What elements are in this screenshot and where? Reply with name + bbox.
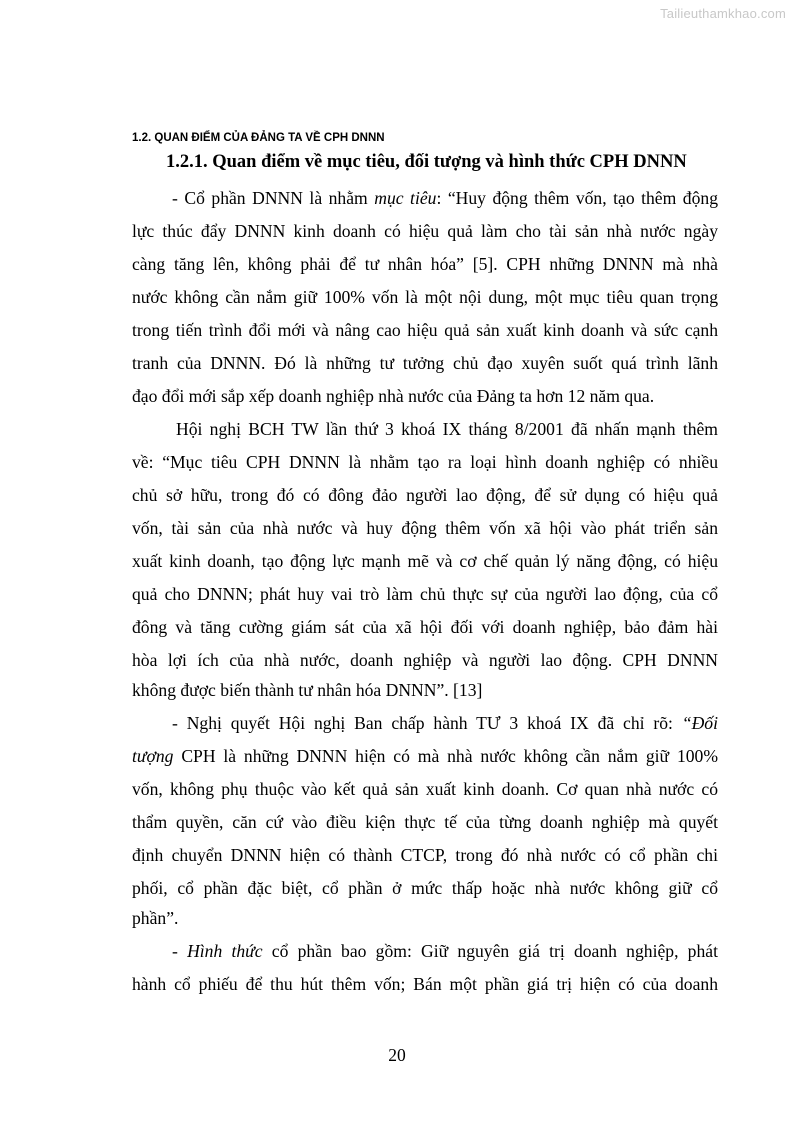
paragraph-2-line-7: đông và tăng cường giám sát của xã hội đối với doanh nghiệp, bảo đảm hài: [132, 617, 718, 637]
watermark: Tailieuthamkhao.com: [660, 6, 786, 21]
paragraph-2-line-5: xuất kinh doanh, tạo động lực mạnh mẽ và cơ chế quản lý năng động, có hiệu: [132, 551, 718, 571]
emphasis-doi: “Đối: [681, 713, 718, 733]
page-number: 20: [388, 1045, 406, 1065]
paragraph-1-line-5: trong tiến trình đổi mới và nâng cao hiệu quả sản xuất kinh doanh và sức cạnh: [132, 320, 718, 340]
paragraph-1-line-2: lực thúc đẩy DNNN kinh doanh có hiệu quả làm cho tài sản nhà nước ngày: [132, 221, 718, 241]
section-heading: 1.2. QUAN ĐIỂM CỦA ĐẢNG TA VỀ CPH DNNN: [132, 132, 385, 144]
paragraph-4-line-2: hành cổ phiếu để thu hút thêm vốn; Bán một phần giá trị hiện có của doanh: [132, 974, 718, 994]
emphasis-tuong: tượng: [132, 746, 174, 766]
emphasis-muc-tieu: mục tiêu: [374, 188, 437, 208]
subsection-heading: 1.2.1. Quan điểm về mục tiêu, đối tượng và hình thức CPH DNNN: [166, 152, 687, 172]
paragraph-2-line-9: không được biến thành tư nhân hóa DNNN”. [13]: [132, 680, 483, 700]
paragraph-2-line-2: về: “Mục tiêu CPH DNNN là nhằm tạo ra loại hình doanh nghiệp có nhiều: [132, 452, 718, 472]
paragraph-2-line-1: Hội nghị BCH TW lần thứ 3 khoá IX tháng 8/2001 đã nhấn mạnh thêm: [176, 419, 718, 439]
paragraph-2-line-4: vốn, tài sản của nhà nước và huy động thêm vốn xã hội vào phát triển sản: [132, 518, 718, 538]
emphasis-hinh-thuc: Hình thức: [187, 941, 263, 961]
paragraph-1-line-6: tranh của DNNN. Đó là những tư tưởng chủ đạo xuyên suốt quá trình lãnh: [132, 353, 718, 373]
paragraph-2-line-6: quả cho DNNN; phát huy vai trò làm chủ thực sự của người lao động, của cổ: [132, 584, 718, 604]
paragraph-3-line-7: phần”.: [132, 908, 179, 928]
paragraph-2-line-8: hòa lợi ích của nhà nước, doanh nghiệp và người lao động. CPH DNNN: [132, 650, 718, 670]
paragraph-1-line-4: nước không cần nắm giữ 100% vốn là một nội dung, một mục tiêu quan trọng: [132, 287, 718, 307]
paragraph-1-line-3: càng tăng lên, không phải để tư nhân hóa” [5]. CPH những DNNN mà nhà: [132, 254, 718, 274]
paragraph-3-line-1: - Nghị quyết Hội nghị Ban chấp hành TƯ 3 khoá IX đã chỉ rõ: “Đối: [172, 713, 718, 733]
paragraph-3-line-2: tượng CPH là những DNNN hiện có mà nhà nước không cần nắm giữ 100%: [132, 746, 718, 766]
paragraph-1-line-7: đạo đổi mới sắp xếp doanh nghiệp nhà nước của Đảng ta hơn 12 năm qua.: [132, 386, 655, 406]
paragraph-3-line-6: phối, cổ phần đặc biệt, cổ phần ở mức thấp hoặc nhà nước không giữ cổ: [132, 878, 718, 898]
paragraph-2-line-3: chủ sở hữu, trong đó có đông đảo người lao động, để sử dụng có hiệu quả: [132, 485, 718, 505]
paragraph-3-line-5: định chuyển DNNN hiện có thành CTCP, trong đó nhà nước có cổ phần chi: [132, 845, 718, 865]
paragraph-4-line-1: - Hình thức cổ phần bao gồm: Giữ nguyên giá trị doanh nghiệp, phát: [172, 941, 718, 961]
paragraph-1-line-1: - Cổ phần DNNN là nhằm mục tiêu: “Huy động thêm vốn, tạo thêm động: [172, 188, 718, 208]
paragraph-3-line-4: thẩm quyền, căn cứ vào điều kiện thực tế của từng doanh nghiệp mà quyết: [132, 812, 718, 832]
paragraph-3-line-3: vốn, không phụ thuộc vào kết quả sản xuất kinh doanh. Cơ quan nhà nước có: [132, 779, 718, 799]
